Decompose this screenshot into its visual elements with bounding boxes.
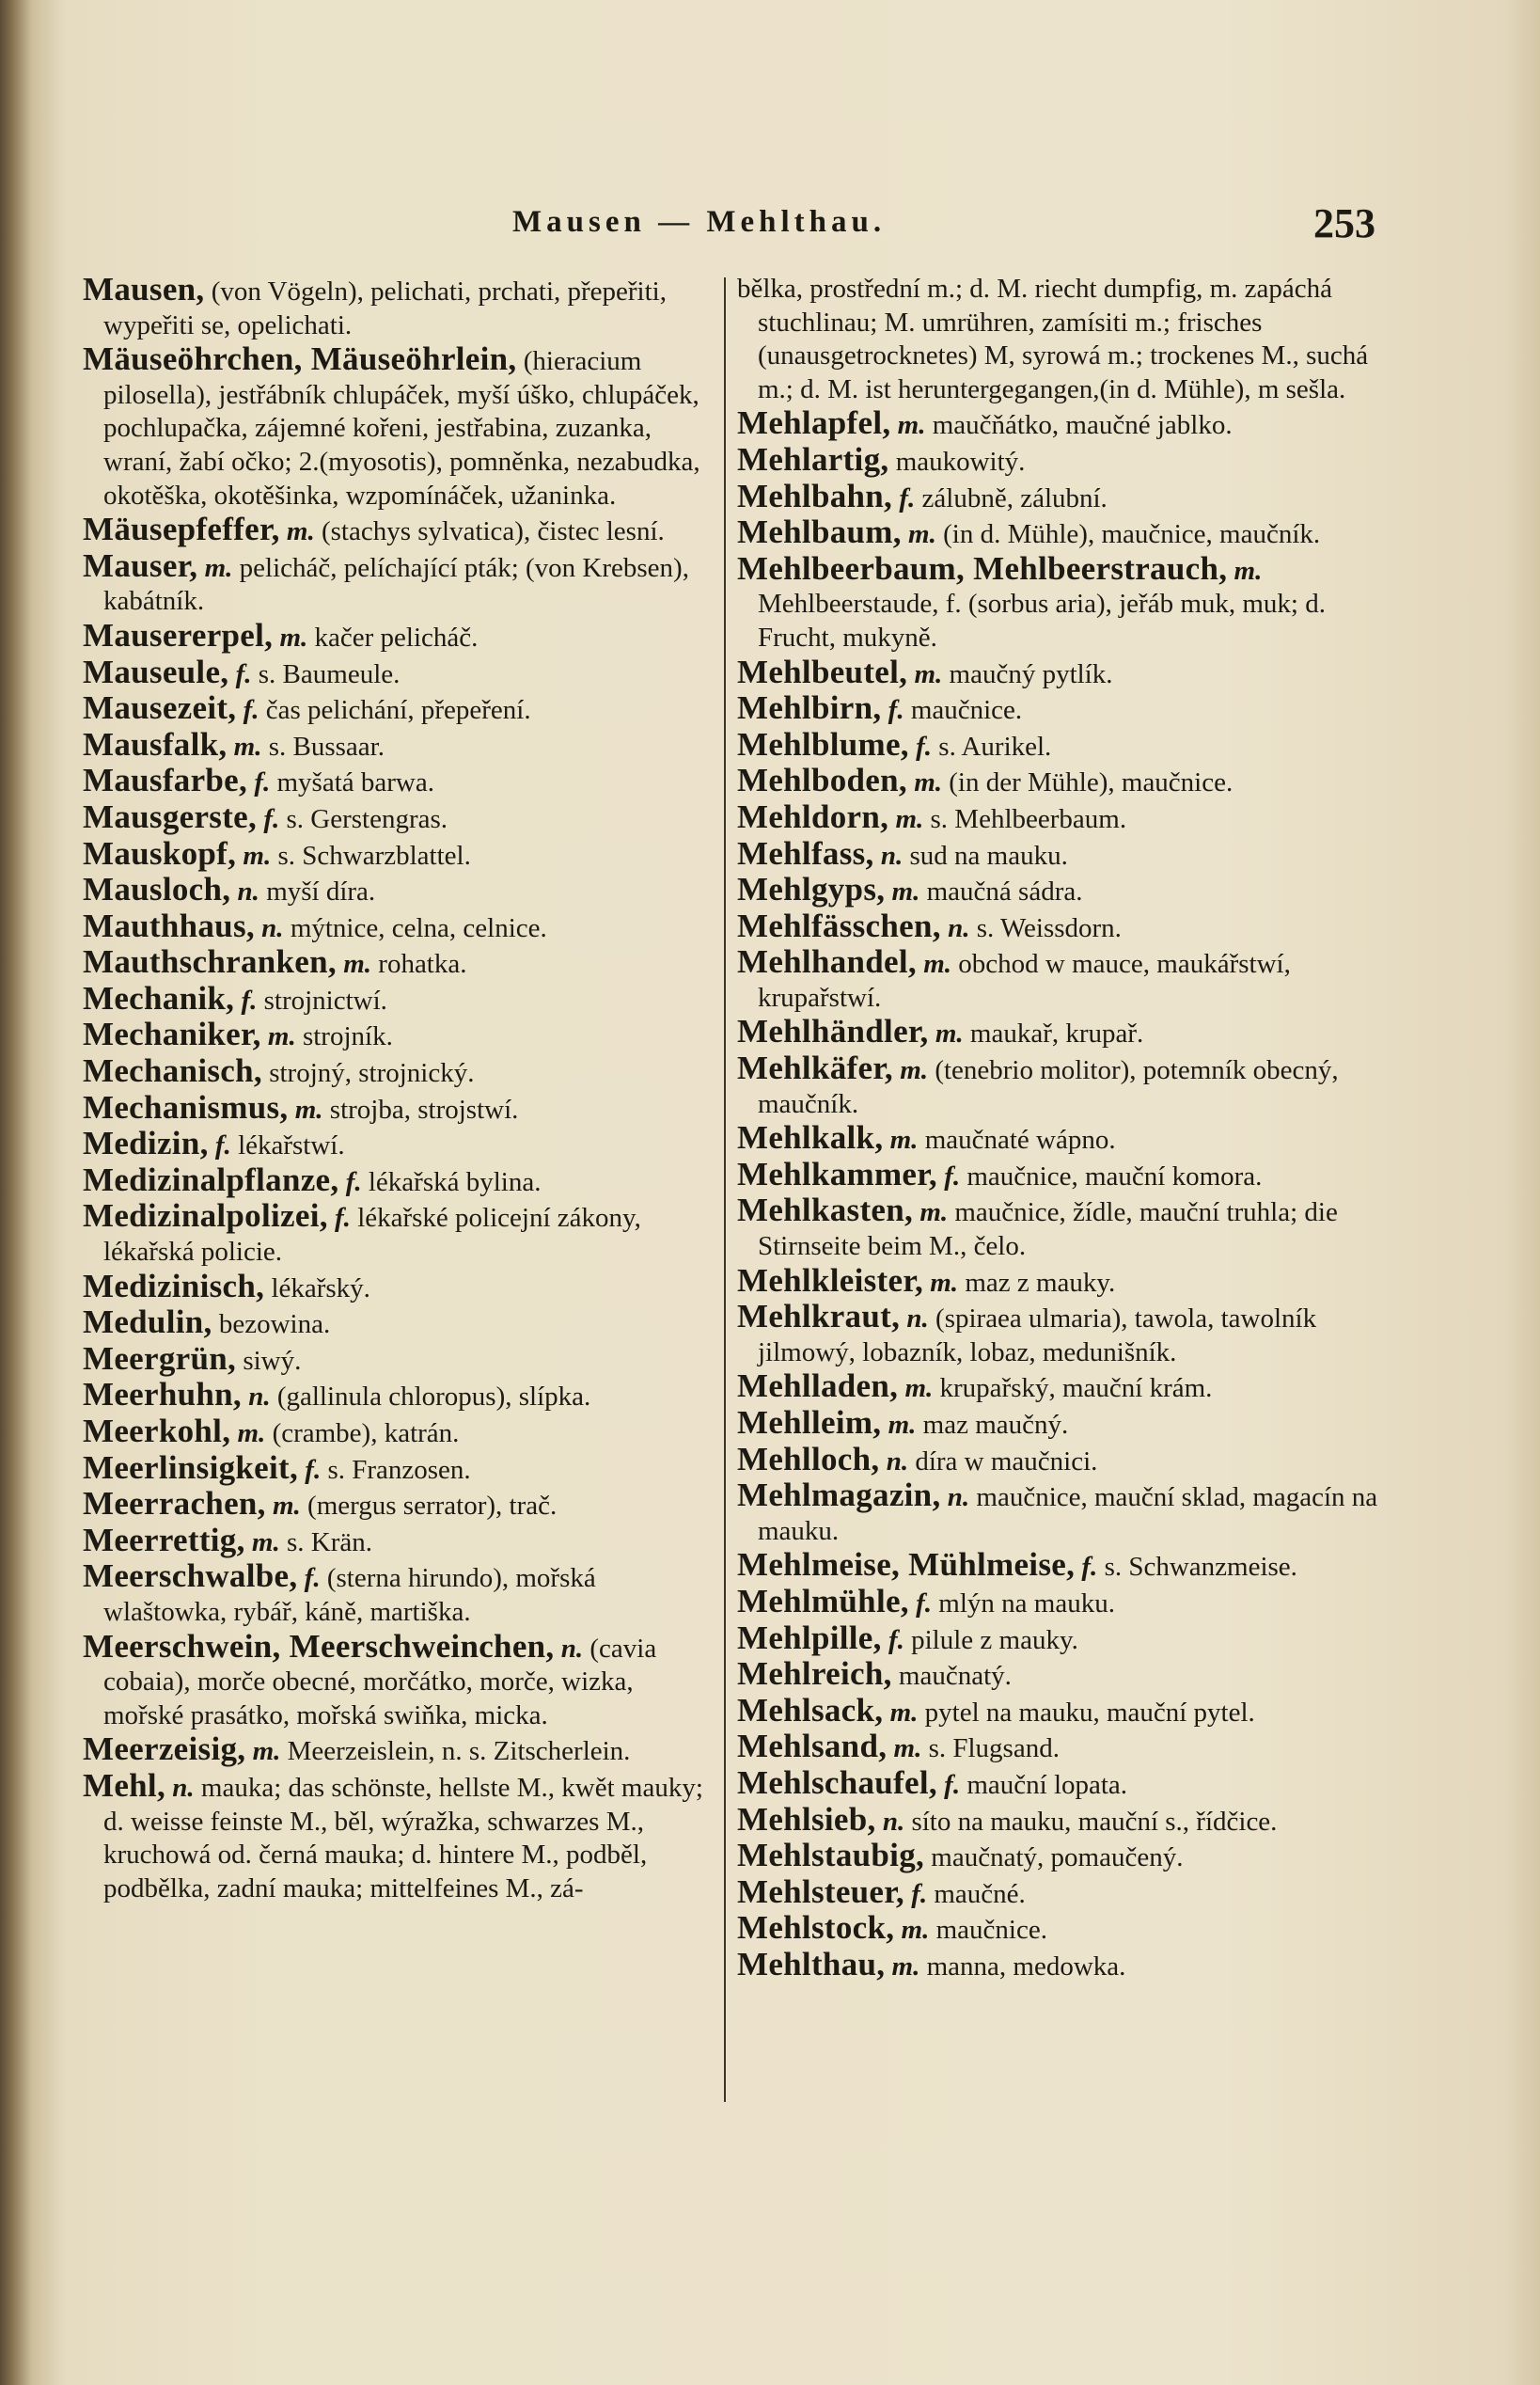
grammar-label: m. [901,1915,930,1946]
dictionary-entry [737,1300,1381,1369]
dictionary-entry [737,945,1381,1015]
definition: čas pelichání, přepeření. [265,695,531,726]
definition: lékařstwí. [238,1130,345,1161]
grammar-label: f. [916,1587,933,1619]
grammar-label: m. [900,1055,929,1086]
grammar-label: m. [893,1733,922,1764]
dictionary-entry [83,1732,713,1769]
definition: lékařské policejní zákony, lékařská policie. [103,1203,641,1268]
headword: Mehlmeise, Mühlmeise, [737,1546,1076,1584]
dictionary-entry [737,1691,1381,1730]
dictionary-entry [737,1193,1381,1263]
grammar-label: m. [891,877,920,908]
dictionary-entry [737,800,1381,837]
definition: myšatá barwa. [276,767,434,798]
grammar-label: m. [294,1094,323,1125]
definition: strojba, strojstwí. [329,1094,519,1125]
definition: strojník. [302,1021,393,1052]
headword: Mehlgyps, [737,871,886,908]
grammar-label: m. [233,731,262,762]
definition: maučnatý. [898,1661,1012,1692]
grammar-label: n. [248,1382,271,1413]
headword: Mehlladen, [737,1367,899,1405]
headword: Medizinalpflanze, [83,1161,339,1198]
definition: (spiraea ulmaria), tawola, tawolník jilmowý, lobazník, lobaz, medunišník. [758,1303,1317,1367]
grammar-label: m. [279,622,308,653]
dictionary-entry [737,1872,1381,1912]
grammar-label: n. [948,912,970,943]
dictionary-entry [737,406,1381,443]
headword: Mechanik, [83,979,235,1017]
grammar-label: f. [214,1130,231,1161]
grammar-label: m. [923,949,952,980]
definition: bezowina. [218,1309,331,1340]
grammar-label: m. [1234,555,1263,586]
grammar-label: f. [916,731,933,762]
definition: Mehlbeerstaude, f. (sorbus aria), jeřáb muk, muk; d. Frucht, mukyně. [758,589,1326,653]
grammar-label: m. [930,1267,959,1298]
dictionary-entry [83,616,713,655]
dictionary-entry [83,655,713,692]
dictionary-entry [83,1018,713,1054]
headword: Mehlfass, [737,834,874,872]
dictionary-entry [737,1440,1381,1479]
grammar-label: m. [889,1697,919,1728]
dictionary-entry [83,1054,713,1091]
definition: maučňátko, maučné jablko. [932,410,1233,441]
dictionary-entry [83,1766,713,1905]
definition: s. Baumeule. [258,658,401,689]
headword: Mehlloch, [737,1440,880,1477]
definition: manna, medowka. [926,1951,1126,1982]
definition: s. Aurikel. [938,731,1052,762]
dictionary-entry [737,1051,1381,1121]
page-header [0,199,1540,246]
dictionary-entry [83,834,713,874]
left-column [83,273,713,1905]
grammar-label: n. [560,1633,584,1664]
dictionary-entry [83,725,713,765]
headword: Mausloch, [83,871,231,908]
dictionary-entry [83,342,713,513]
grammar-label: f. [254,767,271,798]
headword: Meerrachen, [83,1485,266,1523]
running-title: Mausen — Mehlthau. [512,205,887,239]
dictionary-entry [737,834,1381,874]
dictionary-entry [83,273,713,342]
headword: Mechaniker, [83,1016,261,1053]
grammar-label: n. [172,1772,195,1803]
definition: strojnictwí. [263,985,387,1016]
definition: (stachys sylvatica), čistec lesní. [321,516,665,547]
definition: (sterna hirundo), mořská wlaštowka, rybář, káně, martiška. [103,1563,596,1627]
dictionary-entry [83,1127,713,1163]
dictionary-entry [83,764,713,800]
dictionary-entry [83,1559,713,1629]
definition: mýtnice, celna, celnice. [290,912,547,943]
headword: Meerlinsigkeit, [83,1448,299,1486]
headword: Mäusepfeffer, [83,511,280,548]
grammar-label: m. [914,767,943,798]
definition: maučnice. [910,695,1023,726]
headword: Mauthschranken, [83,943,337,981]
page-number: 253 [1313,200,1375,246]
definition: s. Franzosen. [327,1454,471,1485]
definition: maučný pytlík. [949,658,1113,689]
headword: Mauseule, [83,653,229,690]
right-column [737,273,1381,1984]
dictionary-entry [83,979,713,1019]
dictionary-entry [737,1478,1381,1548]
dictionary-entry [737,273,1381,406]
dictionary-entry [737,515,1381,552]
definition: s. Flugsand. [928,1733,1060,1764]
dictionary-entry [83,1627,713,1733]
definition: maučnatý, pomaučený. [931,1842,1184,1873]
headword: Mehlkammer, [737,1155,937,1192]
grammar-label: f. [304,1563,321,1594]
dictionary-entry [737,1261,1381,1301]
definition: (von Vögeln), pelichati, prchati, přepeřiti, wypeřiti se, opelichati. [103,276,667,340]
dictionary-entry [737,873,1381,909]
dictionary-entry [737,909,1381,946]
dictionary-entry [83,1088,713,1128]
grammar-label: m. [919,1197,949,1228]
headword: Mausgerste, [83,798,258,835]
grammar-label: n. [886,1445,909,1477]
headword: Mehlleim, [737,1404,882,1441]
headword: Mehlmühle, [737,1582,909,1619]
dictionary-entry [83,1305,713,1342]
definition: s. Mehlbeerbaum. [930,803,1127,834]
definition: maz maučný. [922,1410,1069,1440]
headword: Mauser, [83,546,198,584]
headword: Mehlkasten, [737,1192,914,1229]
headword: Mehlbeerbaum, Mehlbeerstrauch, [737,549,1228,587]
grammar-label: n. [947,1482,970,1513]
dictionary-entry [737,1406,1381,1443]
definition: maukař, krupař. [969,1019,1144,1050]
grammar-label: n. [906,1303,929,1335]
definition: pytel na mauku, mauční pytel. [924,1697,1255,1728]
grammar-label: f. [899,482,916,513]
definition: siwý. [243,1345,302,1376]
definition: Meerzeislein, n. s. Zitscherlein. [287,1736,631,1767]
definition: s. Bussaar. [268,731,385,762]
grammar-label: f. [944,1769,961,1800]
grammar-label: n. [261,912,284,943]
headword: Mausezeit, [83,689,237,727]
headword: Mehlthau, [737,1945,886,1982]
column-divider [724,277,726,2102]
dictionary-entry [737,1621,1381,1658]
dictionary-entry [737,1657,1381,1694]
dictionary-entry [83,800,713,837]
grammar-label: m. [891,1951,920,1982]
definition: (cavia cobaia), morče obecné, morčátko, morče, wizka, mořské prasátko, mořská swiňka, micka. [103,1633,657,1730]
headword: Medulin, [83,1303,212,1341]
grammar-label: m. [904,1373,934,1404]
dictionary-entry [83,945,713,982]
definition: maučná sádra. [926,877,1083,908]
dictionary-entry [737,764,1381,800]
definition: maučnaté wápno. [924,1125,1116,1156]
definition: pelicháč, pelíchající pták; (von Krebsen), kabátník. [103,552,689,617]
definition: kačer pelicháč. [314,622,479,653]
dictionary-entry [83,1163,713,1200]
grammar-label: m. [343,949,372,980]
headword: Meerkohl, [83,1413,231,1449]
definition: maučné. [934,1878,1026,1909]
dictionary-entry [83,1414,713,1451]
grammar-label: m. [267,1021,296,1052]
grammar-label: m. [272,1491,301,1522]
headword: Meerschwein, Meerschweinchen, [83,1627,555,1665]
headword: Mausererpel, [83,616,274,654]
grammar-label: m. [889,1125,919,1156]
grammar-label: n. [880,840,904,871]
dictionary-entry [737,1763,1381,1803]
headword: Mauthhaus, [83,907,255,944]
headword: Mehlkalk, [737,1119,884,1157]
headword: Mechanisch, [83,1052,262,1090]
grammar-label: f. [944,1161,961,1192]
definition: myší díra. [266,877,376,908]
definition: s. Schwarzblattel. [277,840,471,871]
definition: maučnice. [935,1915,1047,1946]
headword: Mehlstock, [737,1909,895,1947]
headword: Mausen, [83,271,205,308]
headword: Mehlbirn, [737,689,882,727]
definition: (in d. Mühle), maučnice, maučník. [943,519,1321,550]
dictionary-entry [737,725,1381,765]
definition: díra w maučnici. [915,1445,1098,1477]
headword: Mehlkäfer, [737,1050,893,1087]
grammar-label: f. [888,1624,904,1655]
dictionary-entry [737,477,1381,516]
definition: mlýn na mauku. [938,1587,1115,1619]
grammar-label: f. [888,695,904,726]
definition: s. Gerstengras. [286,803,448,834]
headword: Mehlbaum, [737,513,902,551]
definition: lékařský. [271,1272,370,1303]
grammar-label: f. [305,1454,322,1485]
dictionary-entry [83,691,713,728]
definition: síto na mauku, mauční s., řídčice. [911,1806,1278,1837]
headword: Medizinisch, [83,1267,265,1304]
grammar-label: f. [235,658,252,689]
definition: maz z mauky. [965,1267,1116,1298]
grammar-label: f. [241,985,258,1016]
headword: Mehlreich, [737,1655,892,1693]
dictionary-entry [83,546,713,619]
headword: Mehlsand, [737,1728,888,1765]
headword: Meerzeisig, [83,1730,246,1768]
dictionary-entry [737,691,1381,728]
headword: Meerrettig, [83,1521,245,1558]
grammar-label: f. [1081,1552,1098,1583]
dictionary-entry [83,1487,713,1524]
headword: Meergrün, [83,1339,237,1377]
headword: Mehlsieb, [737,1800,876,1838]
dictionary-entry [83,873,713,909]
dictionary-entry [83,513,713,549]
dictionary-entry [737,1548,1381,1585]
definition: mauční lopata. [966,1769,1128,1800]
grammar-label: m. [286,516,315,547]
grammar-label: m. [895,803,924,834]
definition: sud na mauku. [909,840,1068,871]
dictionary-entry [83,1521,713,1560]
grammar-label: m. [888,1410,917,1440]
dictionary-entry [737,1015,1381,1051]
headword: Mehlartig, [737,440,889,478]
headword: Mehlapfel, [737,404,891,442]
grammar-label: f. [335,1203,351,1234]
definition: obchod w mauce, maukářstwí, krupařstwí. [758,949,1291,1013]
definition: s. Weissdorn. [976,912,1122,943]
grammar-label: m. [935,1019,964,1050]
dictionary-entry [737,549,1381,655]
definition: (mergus serrator), trač. [307,1491,558,1522]
headword: Mehlpille, [737,1619,882,1656]
dictionary-entry [737,655,1381,692]
dictionary-entry [737,1839,1381,1875]
headword: Mäuseöhrchen, Mäuseöhrlein, [83,340,517,378]
headword: Mehlhändler, [737,1013,929,1050]
dictionary-entry [737,1800,1381,1840]
dictionary-entry [737,1582,1381,1621]
dictionary-entry [737,1369,1381,1406]
headword: Mehlstaubig, [737,1837,925,1874]
definition: s. Krän. [286,1526,372,1557]
grammar-label: n. [237,877,259,908]
dictionary-entry [83,909,713,946]
headword: Mehlbeutel, [737,653,908,690]
headword: Mehlschaufel, [737,1763,937,1801]
headword: Mauskopf, [83,834,237,872]
headword: Mehlkraut, [737,1298,901,1335]
grammar-label: m. [252,1736,281,1767]
headword: Mehlhandel, [737,943,917,981]
headword: Mehldorn, [737,798,889,835]
headword: Mausfalk, [83,725,228,763]
headword: Mehlbahn, [737,477,893,514]
headword: Meerschwalbe, [83,1557,298,1595]
dictionary-entry [83,1448,713,1488]
grammar-label: m. [908,519,936,550]
definition: (hieracium pilosella), jestřábník chlupáček, myší úško, chlupáček, pochlupačka, zájemné kořeni, jestřabina, zuzanka, wraní, žabí očko; 2.(myosotis), pomněnka, nezabudka, okotěška, okotěšinka, wzpomínáček, užaninka. [103,346,700,511]
definition: maučnice, žídle, mauční truhla; die Stirnseite beim M., čelo. [758,1197,1338,1262]
definition: bělka, prostřední m.; d. M. riecht dumpfig, m. zapáchá stuchlinau; M. umrühren, zamísiti m.; frisches (unausgetrocknetes) M, syrowá m.; trockenes M., suchá m.; d. M. ist heruntergegangen,(in d. Mühle), m sešla. [737,274,1369,404]
dictionary-entry [83,1199,713,1269]
grammar-label: m. [914,658,943,689]
grammar-label: m. [243,840,272,871]
grammar-label: f. [911,1878,928,1909]
dictionary-entry [737,440,1381,480]
definition: s. Schwanzmeise. [1104,1552,1297,1583]
headword: Mehlblume, [737,725,909,763]
definition: zálubně, zálubní. [921,482,1108,513]
headword: Mechanismus, [83,1088,289,1126]
headword: Mehl, [83,1766,166,1804]
dictionary-entry [83,1267,713,1306]
definition: krupařský, mauční krám. [939,1373,1213,1404]
headword: Mehlmagazin, [737,1477,941,1514]
dictionary-entry [83,1339,713,1379]
definition: (tenebrio molitor), potemník obecný, maučník. [758,1055,1339,1119]
dictionary-entry [737,1945,1381,1984]
headword: Mehlboden, [737,762,907,799]
dictionary-entry [737,1155,1381,1194]
definition: maučnice, mauční komora. [966,1161,1263,1192]
dictionary-entry [83,1378,713,1414]
headword: Meerhuhn, [83,1376,242,1414]
dictionary-entry [737,1730,1381,1766]
headword: Medizinalpolizei, [83,1197,328,1235]
grammar-label: m. [237,1418,266,1448]
definition: mauka; das schönste, hellste M., kwět mauky; d. weisse feinste M., běl, wýražka, schwarzes M., kruchowá od. černá mauka; d. hintere M., podběl, podbělka, zadní mauka; mittelfeines M., zá- [103,1772,703,1903]
definition: rohatka. [378,949,467,980]
grammar-label: m. [204,552,233,583]
definition: strojný, strojnický. [269,1058,475,1089]
grammar-label: n. [882,1806,905,1837]
grammar-label: f. [243,695,259,726]
definition: (in der Mühle), maučnice. [949,767,1234,798]
grammar-label: m. [251,1526,280,1557]
headword: Mausfarbe, [83,762,248,799]
definition: (crambe), katrán. [272,1418,460,1448]
headword: Mehlkleister, [737,1261,923,1299]
grammar-label: f. [263,803,280,834]
headword: Mehlsteuer, [737,1872,904,1910]
headword: Medizin, [83,1125,209,1162]
definition: maučnice, mauční sklad, magacín na mauku. [758,1482,1378,1546]
dictionary-entry [737,1121,1381,1158]
definition: maukowitý. [895,446,1026,477]
headword: Mehlsack, [737,1691,884,1729]
grammar-label: f. [345,1166,362,1197]
dictionary-entry [737,1911,1381,1948]
definition: (gallinula chloropus), slípka. [276,1382,591,1413]
headword: Mehlfässchen, [737,907,941,944]
definition: lékařská bylina. [368,1166,542,1197]
grammar-label: m. [897,410,926,441]
definition: pilule z mauky. [911,1624,1078,1655]
